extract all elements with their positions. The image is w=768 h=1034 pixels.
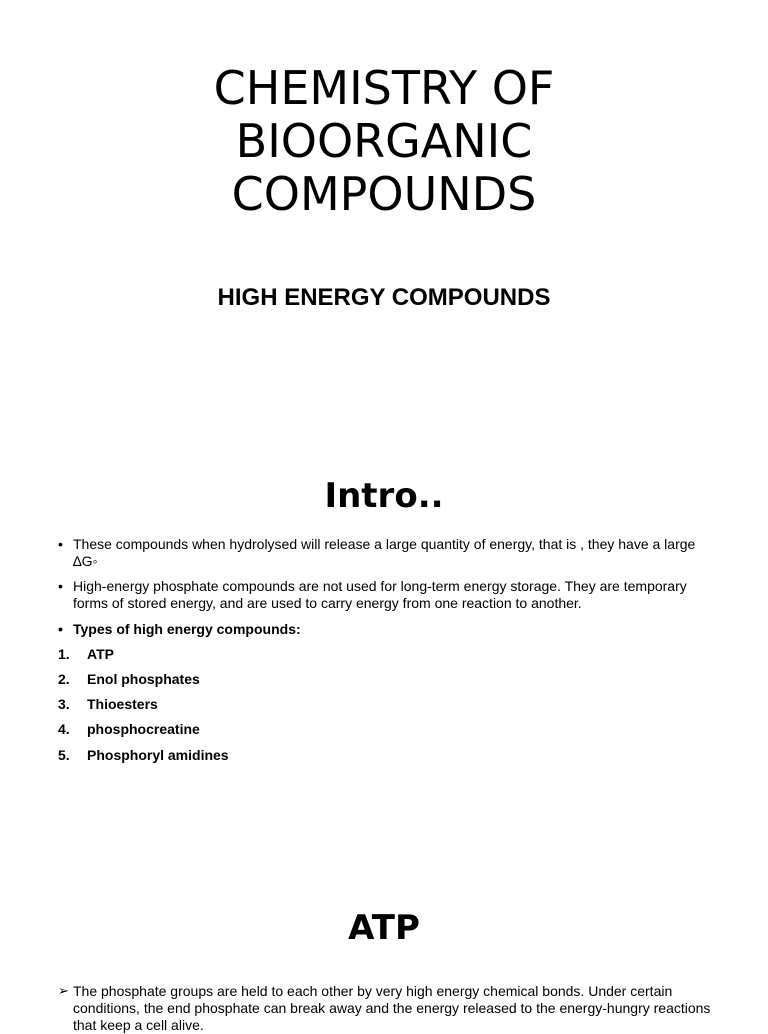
paragraph-text: The phosphate groups are held to each other by very high energy chemical bonds. Under certain conditions, the end phosphate can break away and the energy released to the energy-hungry reactions that keep a cell alive. bbox=[73, 983, 711, 1033]
bullet-text: Types of high energy compounds: bbox=[73, 621, 301, 637]
list-number: 1. bbox=[58, 646, 70, 662]
main-title bbox=[0, 62, 768, 221]
list-item bbox=[58, 670, 200, 688]
list-number: 2. bbox=[58, 671, 70, 687]
list-item bbox=[58, 720, 200, 738]
atp-paragraph bbox=[58, 983, 733, 1034]
list-text: ATP bbox=[87, 646, 114, 662]
list-text: Thioesters bbox=[87, 696, 158, 712]
list-number: 5. bbox=[58, 747, 70, 763]
bullet-text: These compounds when hydrolysed will release a large quantity of energy, that is , they have a large ∆G◦ bbox=[73, 536, 696, 569]
intro-heading: Intro.. bbox=[324, 476, 444, 516]
title-line: COMPOUNDS bbox=[231, 167, 537, 221]
title-line: CHEMISTRY OF bbox=[213, 61, 555, 115]
bullet-marker: • bbox=[58, 578, 63, 594]
list-item bbox=[58, 695, 158, 713]
bullet-text: High-energy phosphate compounds are not used for long-term energy storage. They are temporary forms of stored energy, and are used to carry energy from one reaction to another. bbox=[73, 578, 687, 611]
list-text: Phosphoryl amidines bbox=[87, 747, 229, 763]
bullet-list bbox=[58, 578, 708, 612]
bullet-marker: • bbox=[58, 536, 63, 552]
list-item bbox=[58, 645, 114, 663]
list-number: 4. bbox=[58, 721, 70, 737]
bullet-list bbox=[58, 621, 708, 638]
list-item bbox=[58, 578, 708, 612]
list-text: Enol phosphates bbox=[87, 671, 200, 687]
list-item bbox=[58, 536, 708, 570]
bullet-list bbox=[58, 536, 708, 570]
bullet-marker: • bbox=[58, 621, 63, 637]
list-item bbox=[58, 746, 229, 764]
list-item bbox=[58, 621, 708, 638]
list-text: phosphocreatine bbox=[87, 721, 200, 737]
list-number: 3. bbox=[58, 696, 70, 712]
atp-heading: ATP bbox=[348, 908, 420, 948]
title-line: BIOORGANIC bbox=[235, 114, 533, 168]
arrow-bullet-icon: ➢ bbox=[58, 984, 69, 999]
subtitle: HIGH ENERGY COMPOUNDS bbox=[217, 284, 551, 311]
